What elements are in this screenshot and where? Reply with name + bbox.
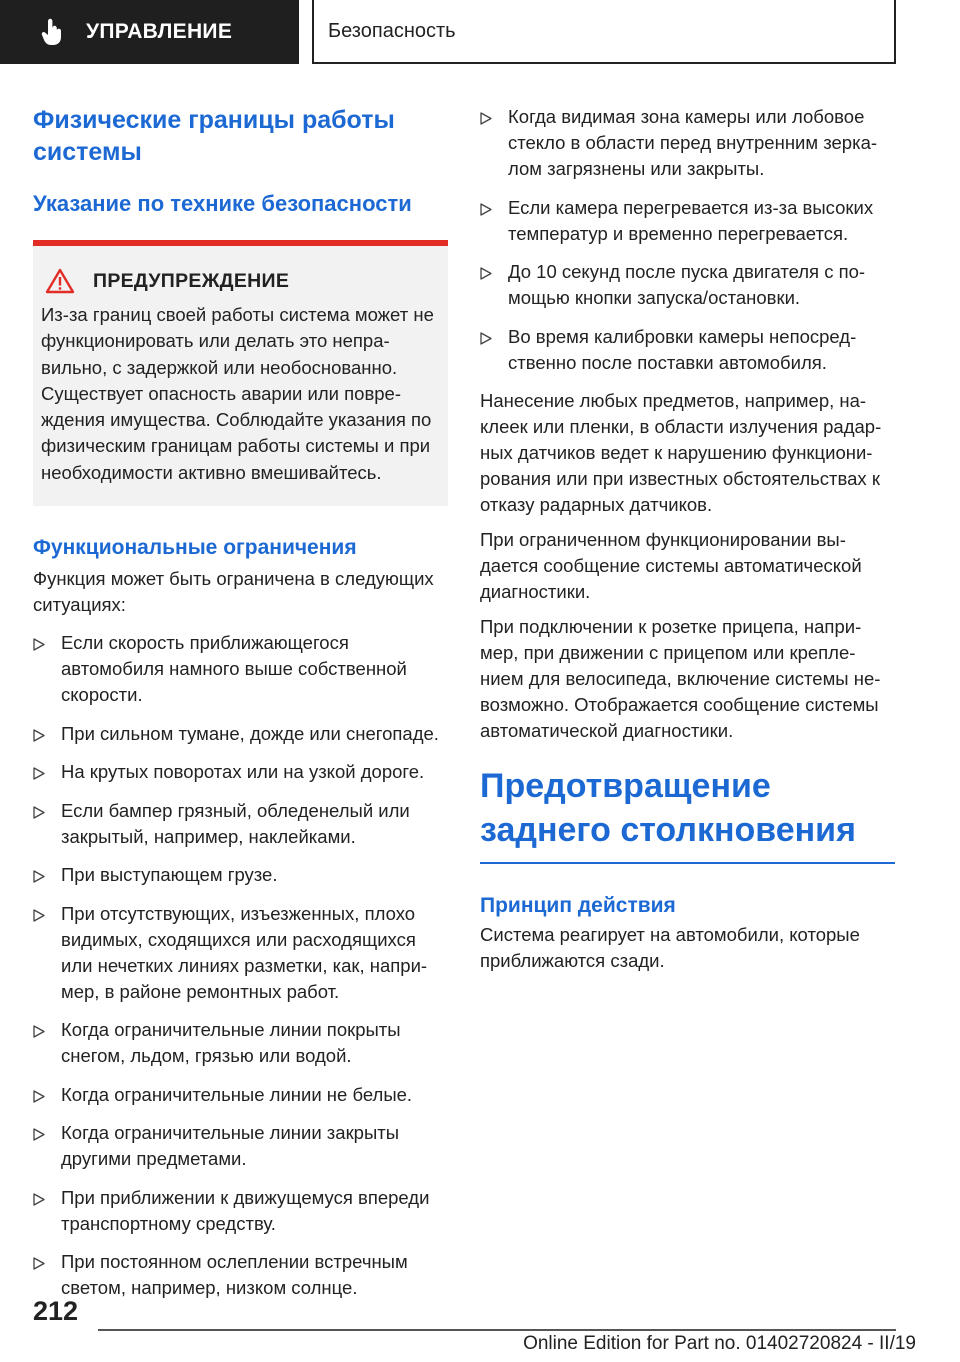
list-item-text: Если камера перегревается из-за высоких температур и временно перегревается. [508, 196, 874, 244]
list-item-text: Если скорость приближающегося автомобиля намного выше собственной скорости. [61, 632, 407, 706]
triangle-bullet-icon [33, 798, 61, 850]
principle-heading: Принцип действия [480, 893, 676, 917]
list-item [33, 1120, 448, 1172]
footer-rule [98, 1329, 896, 1331]
functional-limits-intro: Функция может быть ограничена в следующих ситуациях: [33, 568, 434, 616]
triangle-bullet-icon [33, 862, 61, 888]
body-paragraph: При ограниченном функционировании вы-дается сообщение системы автоматической диагностики. [480, 529, 862, 602]
triangle-bullet-icon [33, 721, 61, 747]
list-item-text: При постоянном ослеплении встречным светом, например, низком солнце. [61, 1251, 408, 1299]
header-tab-label: УПРАВЛЕНИЕ [86, 20, 233, 43]
list-item-text: При отсутствующих, изъезженных, плохо видимых, сходящихся или расходящихся или нечетких линиях разметки, как, напри-мер, в районе ремонтных работ. [61, 902, 428, 1002]
right-column [480, 104, 895, 983]
body-paragraph: При подключении к розетке прицепа, напри-мер, при движении с прицепом или крепле-нием для велосипеда, включение системы не-возможно. Отображается сообщение системы автоматической диагностики. [480, 616, 881, 741]
list-item [33, 862, 448, 888]
section-title: Предотвращение заднего столкновения [480, 767, 856, 849]
right-bullet-list [480, 104, 895, 376]
page-title: Физические границы работы системы [33, 106, 395, 166]
list-item-text: Когда ограничительные линии не белые. [61, 1083, 413, 1105]
triangle-bullet-icon [480, 104, 508, 182]
list-item [33, 1017, 448, 1069]
triangle-bullet-icon [33, 1249, 61, 1301]
list-item-text: Когда ограничительные линии закрыты другими предметами. [61, 1122, 400, 1170]
list-item [33, 798, 448, 850]
header-tab [0, 0, 299, 64]
list-item [33, 721, 448, 747]
right-paragraphs [480, 388, 895, 744]
warning-text: Из-за границ своей работы система может не функционировать или делать это непра-вильно, с задержкой или необоснованно. Существует опасность аварии или повре-ждения имущества. Соблюдайте указания по физическим границам работы системы и при необходимости активно вмешивайтесь. [41, 304, 434, 483]
triangle-bullet-icon [480, 324, 508, 376]
triangle-bullet-icon [33, 1017, 61, 1069]
warning-title: ПРЕДУПРЕЖДЕНИЕ [93, 269, 290, 292]
header-section-box [312, 0, 896, 64]
hand-pointer-icon [38, 17, 68, 47]
list-item [480, 324, 895, 376]
list-item-text: Если бампер грязный, обледенелый или закрытый, например, наклейками. [61, 799, 410, 847]
warning-triangle-icon [45, 268, 75, 294]
triangle-bullet-icon [480, 195, 508, 247]
list-item [33, 1185, 448, 1237]
body-paragraph: Нанесение любых предметов, например, на-клеек или пленки, в области излучения радар-ных датчиков ведет к нарушению функциони-рования или при известных обстоятельствах к отказу радарных датчиков. [480, 390, 882, 515]
triangle-bullet-icon [33, 1185, 61, 1237]
principle-text: Система реагирует на автомобили, которые приближаются сзади. [480, 923, 860, 971]
list-item-text: При приближении к движущемуся впереди транспортному средству. [61, 1186, 430, 1234]
section-rule [480, 862, 895, 864]
list-item-text: Когда ограничительные линии покрыты снегом, льдом, грязью или водой. [61, 1019, 401, 1067]
left-column [33, 104, 448, 1314]
list-item [33, 759, 448, 785]
functional-limits-heading: Функциональные ограничения [33, 536, 357, 560]
header-section-label: Безопасность [328, 19, 456, 42]
list-item [33, 1082, 448, 1108]
list-item-text: Когда видимая зона камеры или лобовое стекло в области перед внутренним зерка-лом загрязнены или закрыты. [508, 106, 878, 179]
safety-heading: Указание по технике безопасности [33, 191, 412, 216]
triangle-bullet-icon [33, 1082, 61, 1108]
warning-box [33, 240, 448, 506]
list-item [480, 259, 895, 311]
page-number: 212 [33, 1296, 79, 1326]
list-item-text: До 10 секунд после пуска двигателя с по-мощью кнопки запуска/остановки. [508, 261, 866, 308]
list-item [480, 195, 895, 247]
triangle-bullet-icon [33, 901, 61, 1005]
list-item-text: На крутых поворотах или на узкой дороге. [61, 761, 425, 783]
list-item [33, 901, 448, 1005]
list-item [33, 1249, 448, 1301]
list-item [480, 104, 895, 182]
list-item-text: Во время калибровки камеры непосред-ственно после поставки автомобиля. [508, 325, 857, 373]
list-item-text: При выступающем грузе. [61, 864, 278, 886]
triangle-bullet-icon [33, 759, 61, 785]
list-item-text: При сильном тумане, дожде или снегопаде. [61, 722, 439, 744]
left-bullet-list [33, 630, 448, 1301]
list-item [33, 630, 448, 708]
footer-edition: Online Edition for Part no. 01402720824 - II/19 [523, 1333, 916, 1354]
triangle-bullet-icon [33, 630, 61, 708]
triangle-bullet-icon [480, 259, 508, 311]
triangle-bullet-icon [33, 1120, 61, 1172]
